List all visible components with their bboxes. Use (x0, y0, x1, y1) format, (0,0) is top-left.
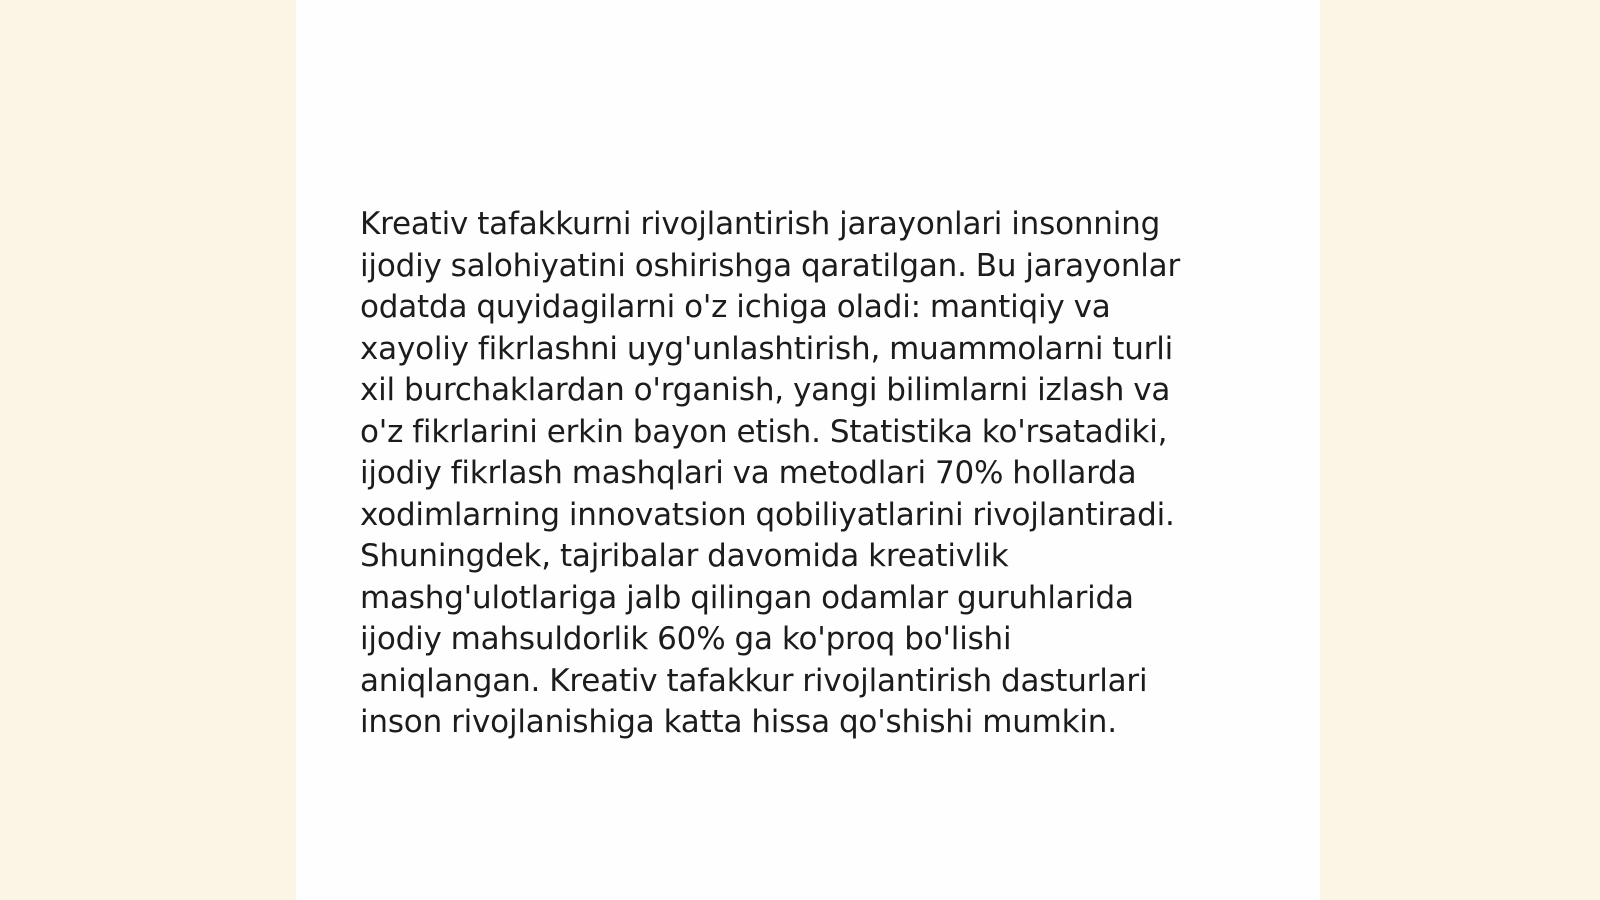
body-paragraph (360, 204, 1240, 744)
text-line: ijodiy salohiyatini oshirishga qaratilgan. Bu jarayonlar (360, 247, 1181, 284)
text-line: aniqlangan. Kreativ tafakkur rivojlantirish dasturlari (360, 662, 1148, 699)
left-margin-background (0, 0, 296, 900)
text-line: mashg'ulotlariga jalb qilingan odamlar guruhlarida (360, 579, 1134, 616)
right-margin-background (1320, 0, 1600, 900)
text-line: xayoliy fikrlashni uyg'unlashtirish, muammolarni turli (360, 330, 1174, 367)
text-line: ijodiy mahsuldorlik 60% ga ko'proq bo'lishi (360, 621, 1012, 657)
text-line: inson rivojlanishiga katta hissa qo'shishi mumkin. (360, 704, 1117, 740)
text-line: odatda quyidagilarni o'z ichiga oladi: mantiqiy va (360, 289, 1111, 325)
text-line: Shuningdek, tajribalar davomida kreativlik (360, 538, 1009, 574)
text-line: xil burchaklardan o'rganish, yangi bilimlarni izlash va (360, 372, 1171, 408)
document-page (296, 0, 1320, 900)
text-line: Kreativ tafakkurni rivojlantirish jarayonlari insonning (360, 206, 1161, 242)
text-line: o'z fikrlarini erkin bayon etish. Statistika ko'rsatadiki, (360, 413, 1168, 450)
text-line: ijodiy fikrlash mashqlari va metodlari 70% hollarda (360, 455, 1137, 491)
text-line: xodimlarning innovatsion qobiliyatlarini rivojlantiradi. (360, 496, 1175, 533)
